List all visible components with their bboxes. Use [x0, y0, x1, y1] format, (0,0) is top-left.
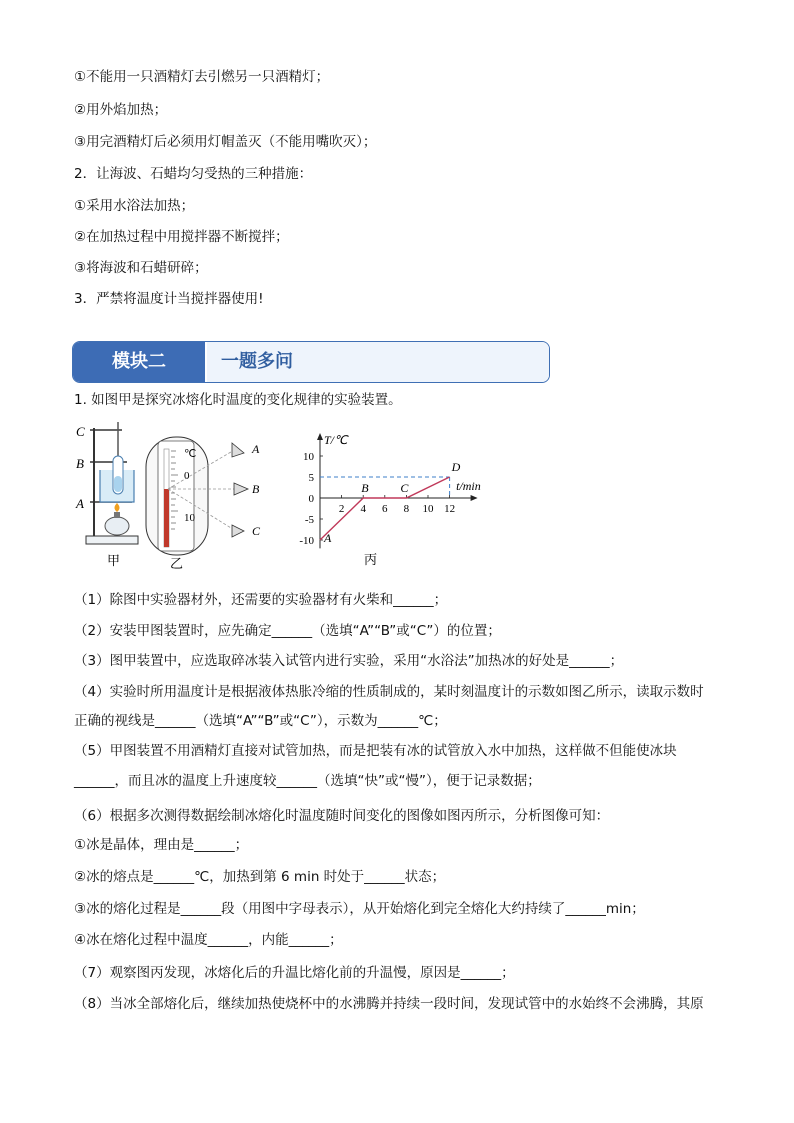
- figure-yi: [140, 435, 275, 570]
- y-axis-arrow: [317, 433, 323, 440]
- question-stem: 1. 如图甲是探究冰熔化时温度的变化规律的实验装置。: [74, 392, 402, 408]
- question-line: （7）观察图丙发现，冰熔化后的升温比熔化前的升温慢，原因是______；: [74, 965, 515, 981]
- question-line: 正确的视线是______（选填“A”“B”或“C”），示数为______℃；: [74, 713, 447, 729]
- x-tick-label: 4: [360, 503, 366, 515]
- module-title: 一题多问: [221, 351, 293, 372]
- tick-0: 0: [184, 470, 190, 482]
- label-c: C: [76, 424, 85, 439]
- module-banner: [72, 341, 550, 383]
- question-line: （8）当冰全部熔化后，继续加热使烧杯中的水沸腾并持续一段时间，发现试管中的水始终不会沸腾，其原: [74, 996, 704, 1012]
- intro-line: 2．让海波、石蜡均匀受热的三种措施：: [74, 166, 313, 182]
- point-label: A: [324, 531, 332, 545]
- eye-icon: [234, 483, 248, 495]
- question-line: （4）实验时所用温度计是根据液体热胀冷缩的性质制成的，某时刻温度计的示数如图乙所示，读取示数时: [74, 684, 704, 700]
- intro-line: ③将海波和石蜡研碎；: [74, 260, 208, 276]
- intro-line: ②在加热过程中用搅拌器不断搅拌；: [74, 229, 289, 245]
- x-tick-label: 12: [444, 503, 456, 515]
- question-line: ①冰是晶体，理由是______；: [74, 837, 249, 853]
- y-tick-label: 10: [303, 451, 314, 463]
- point-label: B: [361, 481, 369, 495]
- intro-line: 3．严禁将温度计当搅拌器使用!: [74, 291, 264, 307]
- module-label: 模块二: [73, 342, 205, 382]
- y-axis-label: T/℃: [324, 433, 348, 447]
- intro-line: ②用外焰加热；: [74, 102, 168, 118]
- y-tick-label: 5: [308, 472, 314, 484]
- x-axis-arrow: [471, 495, 478, 501]
- question-line: ④冰在熔化过程中温度______，内能______；: [74, 932, 343, 948]
- caption-yi: 乙: [170, 556, 184, 570]
- y-tick-label: -5: [304, 514, 314, 526]
- figure-jia: [72, 420, 142, 570]
- x-tick-label: 10: [422, 503, 434, 515]
- tick-10: 10: [184, 512, 195, 524]
- y-tick-label: 0: [308, 493, 314, 505]
- x-tick-label: 8: [403, 503, 410, 515]
- label-a: A: [76, 496, 84, 511]
- module-title-area: [207, 342, 549, 382]
- eye-icon: [232, 525, 244, 537]
- question-line: ③冰的熔化过程是______段（用图中字母表示），从开始熔化到完全熔化大约持续了______min；: [74, 901, 645, 917]
- eye-icon: [232, 443, 244, 457]
- question-line: （1）除图中实验器材外，还需要的实验器材有火柴和______；: [74, 592, 448, 608]
- x-tick-label: 6: [382, 503, 388, 515]
- point-label: C: [400, 481, 409, 495]
- question-line: ______，而且冰的温度上升速度较______（选填“快”或“慢”），便于记录数据；: [74, 773, 541, 789]
- question-line: ②冰的熔点是______℃，加热到第 6 min 时处于______状态；: [74, 869, 446, 885]
- view-c: C: [252, 524, 261, 538]
- intro-line: ③用完酒精灯后必须用灯帽盖灭（不能用嘴吹灭）；: [74, 134, 377, 150]
- figure-bing-chart: [282, 430, 492, 570]
- x-axis-label: t/min: [456, 479, 481, 493]
- caption-bing: 丙: [364, 552, 378, 567]
- unit-label: ℃: [184, 448, 197, 460]
- intro-line: ①不能用一只酒精灯去引燃另一只酒精灯；: [74, 69, 330, 85]
- question-line: （2）安装甲图装置时，应先确定______（选填“A”“B”或“C”）的位置；: [74, 623, 501, 639]
- view-a: A: [252, 442, 260, 456]
- label-b: B: [76, 456, 84, 471]
- question-line: （6）根据多次测得数据绘制冰熔化时温度随时间变化的图像如图丙所示，分析图像可知：: [74, 808, 610, 824]
- y-tick-label: -10: [299, 535, 314, 547]
- question-line: （3）图甲装置中，应选取碎冰装入试管内进行实验，采用“水浴法”加热冰的好处是______；: [74, 653, 624, 669]
- x-tick-label: 2: [338, 503, 345, 515]
- point-label: D: [451, 460, 461, 474]
- question-line: （5）甲图装置不用酒精灯直接对试管加热，而是把装有冰的试管放入水中加热，这样做不但能使冰块: [74, 743, 677, 759]
- caption-jia: 甲: [107, 553, 121, 568]
- intro-line: ①采用水浴法加热；: [74, 198, 195, 214]
- view-b: B: [252, 482, 260, 496]
